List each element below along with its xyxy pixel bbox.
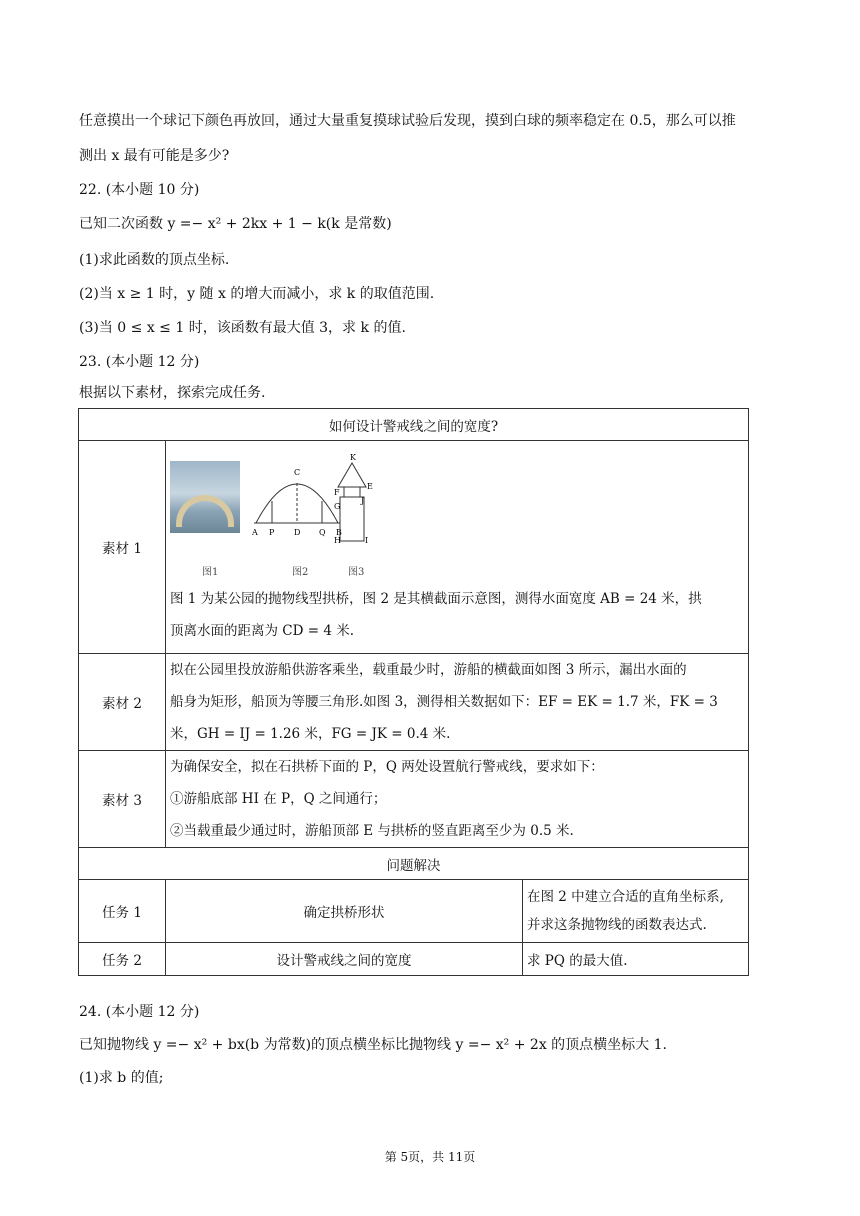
- point-label: F: [334, 488, 340, 497]
- point-label: K: [350, 453, 356, 462]
- bridge-photo: [170, 461, 240, 533]
- point-label: C: [294, 468, 301, 477]
- material-2-label: 素材 2: [79, 654, 166, 751]
- task-2-name: 设计警戒线之间的宽度: [166, 943, 523, 976]
- material-1-text: 图 1 为某公园的抛物线型拱桥，图 2 是其横截面示意图，测得水面宽度 AB = 24 米，拱 顶离水面的距离为 CD = 4 米.: [170, 591, 702, 639]
- question-22-heading: 22. (本小题 10 分): [79, 182, 200, 198]
- task-2-label: 任务 2: [79, 943, 166, 976]
- figure-3-label: 图3: [348, 567, 365, 578]
- material-2-text: 拟在公园里投放游船供游客乘坐，载重最少时，游船的横截面如图 3 所示，漏出水面的 船身为矩形，船顶为等腰三角形.如图 3，测得相关数据如下：EF = EK = 1.7 米，FK = 3 米，GH = IJ = 1.26 米，FG = JK = 0.4 米.: [166, 654, 749, 751]
- question-23-heading: 23. (本小题 12 分): [79, 354, 200, 370]
- point-label: P: [269, 528, 275, 537]
- material-1-label: 素材 1: [79, 441, 166, 654]
- page-footer: 第 5页，共 11页: [384, 1150, 476, 1164]
- point-label: Q: [319, 528, 326, 537]
- question-22-part-3: (3)当 0 ≤ x ≤ 1 时，该函数有最大值 3，求 k 的值.: [79, 320, 406, 336]
- point-label: J: [361, 496, 365, 505]
- question-22-part-2: (2)当 x ≥ 1 时，y 随 x 的增大而减小，求 k 的取值范围.: [79, 286, 435, 302]
- figure-3-diagram: [334, 451, 374, 561]
- material-3-label: 素材 3: [79, 751, 166, 848]
- figure-2-label: 图2: [292, 567, 309, 578]
- point-label: D: [294, 528, 301, 537]
- point-label: G: [334, 502, 341, 511]
- point-label: I: [365, 536, 369, 545]
- point-label: B: [336, 528, 342, 537]
- task-1-name: 确定拱桥形状: [166, 880, 523, 943]
- question-24-part-1: (1)求 b 的值;: [79, 1070, 164, 1086]
- figures: [170, 451, 744, 583]
- materials-table: [78, 408, 749, 976]
- question-23-intro: 根据以下素材，探索完成任务.: [79, 385, 266, 401]
- material-3-text: 为确保安全，拟在石拱桥下面的 P，Q 两处设置航行警戒线，要求如下： ①游船底部 HI 在 P，Q 之间通行； ②当载重最少通过时，游船顶部 E 与拱桥的竖直距离至少为 0.5 米.: [166, 751, 749, 848]
- figure-2-diagram: [252, 451, 342, 561]
- task-1-desc: 在图 2 中建立合适的直角坐标系, 并求这条抛物线的函数表达式.: [523, 880, 749, 943]
- question-24-intro: 已知抛物线 y =− x² + bx(b 为常数)的顶点横坐标比抛物线 y =− x² + 2x 的顶点横坐标大 1.: [79, 1037, 667, 1053]
- question-22-part-1: (1)求此函数的顶点坐标.: [79, 252, 230, 268]
- figure-1-label: 图1: [202, 567, 219, 578]
- table-title: 如何设计警戒线之间的宽度?: [79, 409, 749, 441]
- point-label: H: [334, 536, 341, 545]
- text-line: 任意摸出一个球记下颜色再放回，通过大量重复摸球试验后发现，摸到白球的频率稳定在 0.5，那么可以推: [79, 113, 736, 129]
- task-1-label: 任务 1: [79, 880, 166, 943]
- point-label: A: [252, 528, 258, 537]
- text-line: 测出 x 最有可能是多少?: [79, 148, 230, 164]
- question-24-heading: 24. (本小题 12 分): [79, 1004, 200, 1020]
- question-22-intro: 已知二次函数 y =− x² + 2kx + 1 − k(k 是常数): [79, 216, 392, 232]
- point-label: E: [367, 482, 373, 491]
- solve-title: 问题解决: [79, 848, 749, 880]
- task-2-desc: 求 PQ 的最大值.: [523, 943, 749, 976]
